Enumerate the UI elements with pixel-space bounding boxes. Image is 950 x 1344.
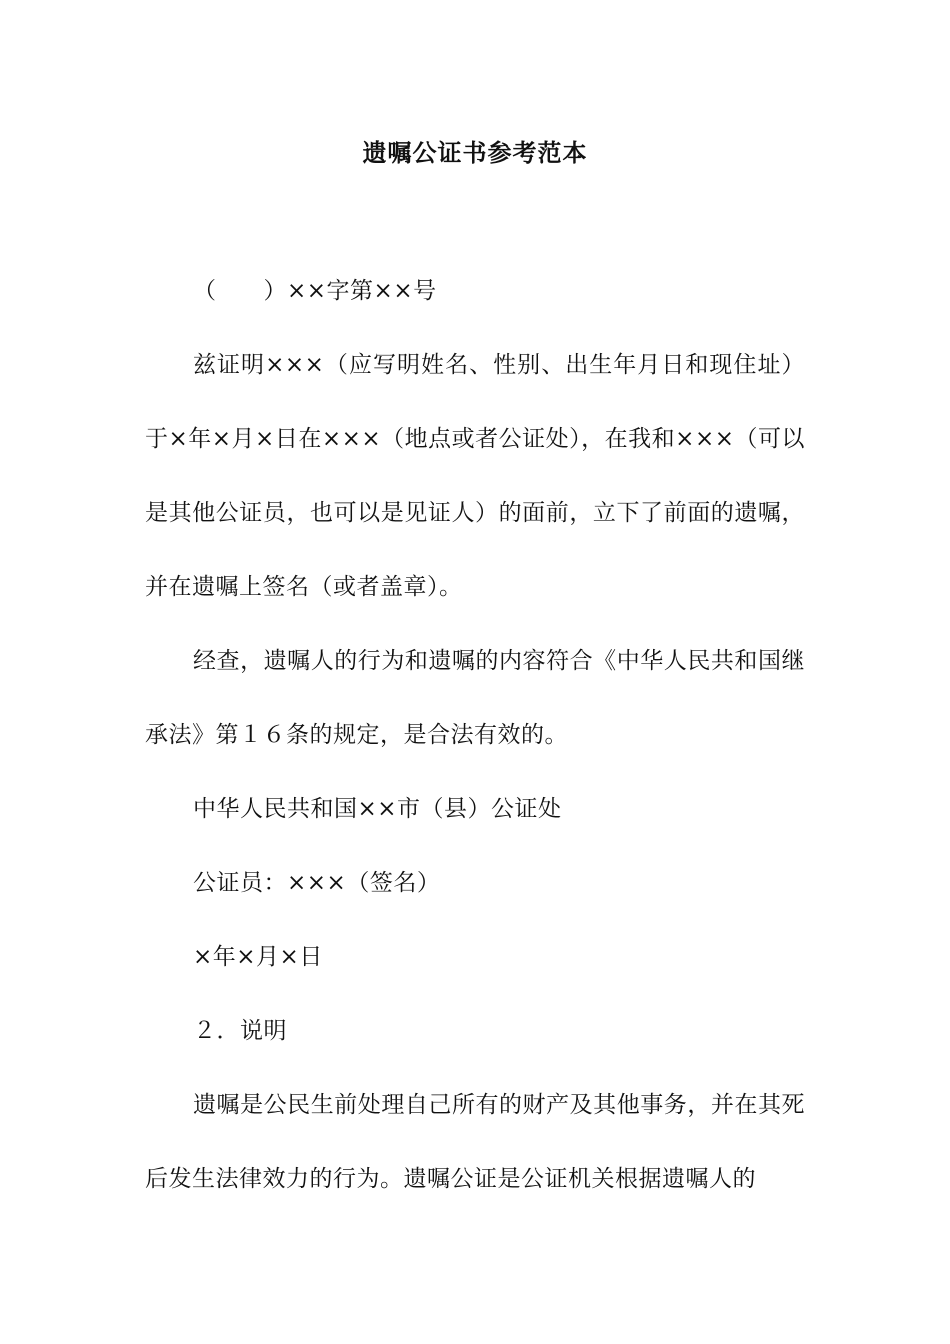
document-title: 遗嘱公证书参考范本	[362, 138, 588, 167]
document-body	[145, 254, 805, 1216]
certificate-number: （ ）××字第××号	[193, 278, 437, 304]
review-paragraph: 经查，遗嘱人的行为和遗嘱的内容符合《中华人民共和国继承法》第１６条的规定，是合法有效的。	[145, 648, 805, 748]
explanation-paragraph: 遗嘱是公民生前处理自己所有的财产及其他事务，并在其死后发生法律效力的行为。遗嘱公证是公证机关根据遗嘱人的	[145, 1092, 805, 1192]
notary-office: 中华人民共和国××市（县）公证处	[193, 796, 562, 822]
certification-paragraph: 兹证明×××（应写明姓名、性别、出生年月日和现住址）于×年×月×日在×××（地点或者公证处），在我和×××（可以是其他公证员，也可以是见证人）的面前，立下了前面的遗嘱，并在遗嘱上签名（或者盖章）。	[145, 352, 805, 600]
notary-signature: 公证员：×××（签名）	[193, 870, 441, 896]
document-date: ×年×月×日	[193, 944, 323, 970]
section-heading: ２．说明	[193, 1018, 287, 1044]
